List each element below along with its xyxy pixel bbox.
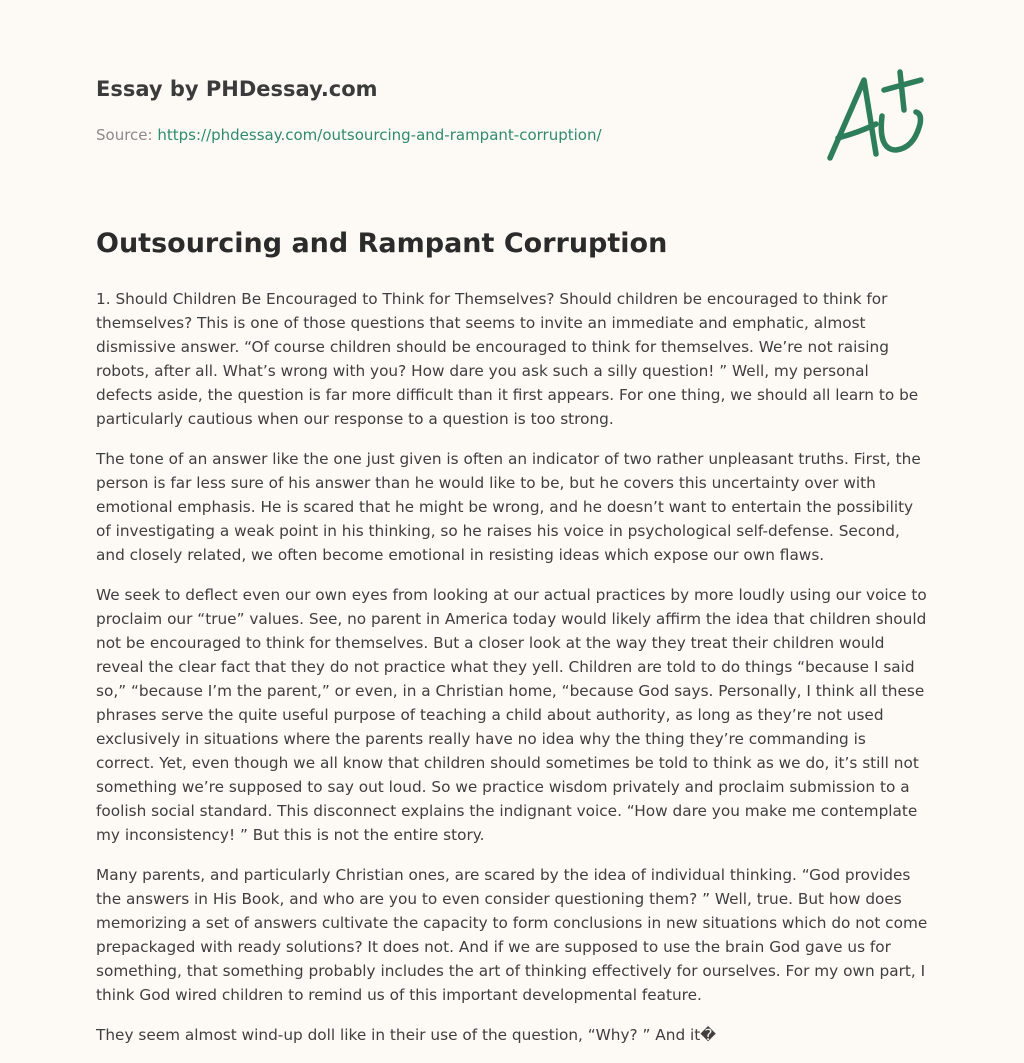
source-label: Source: bbox=[96, 126, 153, 144]
article-paragraph: We seek to deflect even our own eyes from looking at our actual practices by more loudly using our voice to proclaim our “true” values. See, no parent in America today would likely affirm the idea that children should not be encouraged to think for themselves. But a closer look at the way they treat their children would reveal the clear fact that they do not practice what they yell. Children are told to do things “because I said so,” “because I’m the parent,” or even, in a Christian home, “because God says. Personally, I think all these phrases serve the quite useful purpose of teaching a child about authority, as long as they’re not used exclusively in situations where the parents really have no idea why the thing they’re commanding is correct. Yet, even though we all know that children should sometimes be told to think as we do, it’s still not something we’re supposed to say out loud. So we practice wisdom privately and proclaim submission to a foolish social standard. This disconnect explains the indignant voice. “How dare you make me contemplate my inconsistency! ” But this is not the entire story. bbox=[96, 586, 927, 844]
article-paragraph: They seem almost wind-up doll like in their use of the question, “Why? ” And it� bbox=[96, 1026, 716, 1044]
page-header bbox=[96, 74, 796, 145]
a-plus-logo-icon bbox=[820, 66, 930, 166]
source-line bbox=[96, 125, 796, 145]
article bbox=[96, 225, 928, 1063]
article-title: Outsourcing and Rampant Corruption bbox=[96, 228, 668, 259]
source-link[interactable]: https://phdessay.com/outsourcing-and-rampant-corruption/ bbox=[157, 126, 602, 144]
article-paragraph: The tone of an answer like the one just given is often an indicator of two rather unpleasant truths. First, the person is far less sure of his answer than he would like to be, but he covers this uncertainty over with emotional emphasis. He is scared that he might be wrong, and he doesn’t want to entertain the possibility of investigating a weak point in his thinking, so he raises his voice in psychological self-defense. Second, and closely related, we often become emotional in resisting ideas which expose our own flaws. bbox=[96, 450, 921, 564]
article-paragraph: 1. Should Children Be Encouraged to Think for Themselves? Should children be encouraged to think for themselves? This is one of those questions that seems to invite an immediate and emphatic, almost dismissive answer. “Of course children should be encouraged to think for themselves. We’re not raising robots, after all. What’s wrong with you? How dare you ask such a silly question! ” Well, my personal defects aside, the question is far more difficult than it first appears. For one thing, we should all learn to be particularly cautious when our response to a question is too strong. bbox=[96, 290, 919, 428]
site-brand: Essay by PHDessay.com bbox=[96, 77, 378, 101]
article-paragraph: Many parents, and particularly Christian ones, are scared by the idea of individual thinking. “God provides the answers in His Book, and who are you to even consider questioning them? ” Well, true. But how does memorizing a set of answers cultivate the capacity to form conclusions in new situations which do not come prepackaged with ready solutions? It does not. And if we are supposed to use the brain God gave us for something, that something probably includes the art of thinking effectively for ourselves. For my own part, I think God wired children to remind us of this important developmental feature. bbox=[96, 866, 928, 1004]
